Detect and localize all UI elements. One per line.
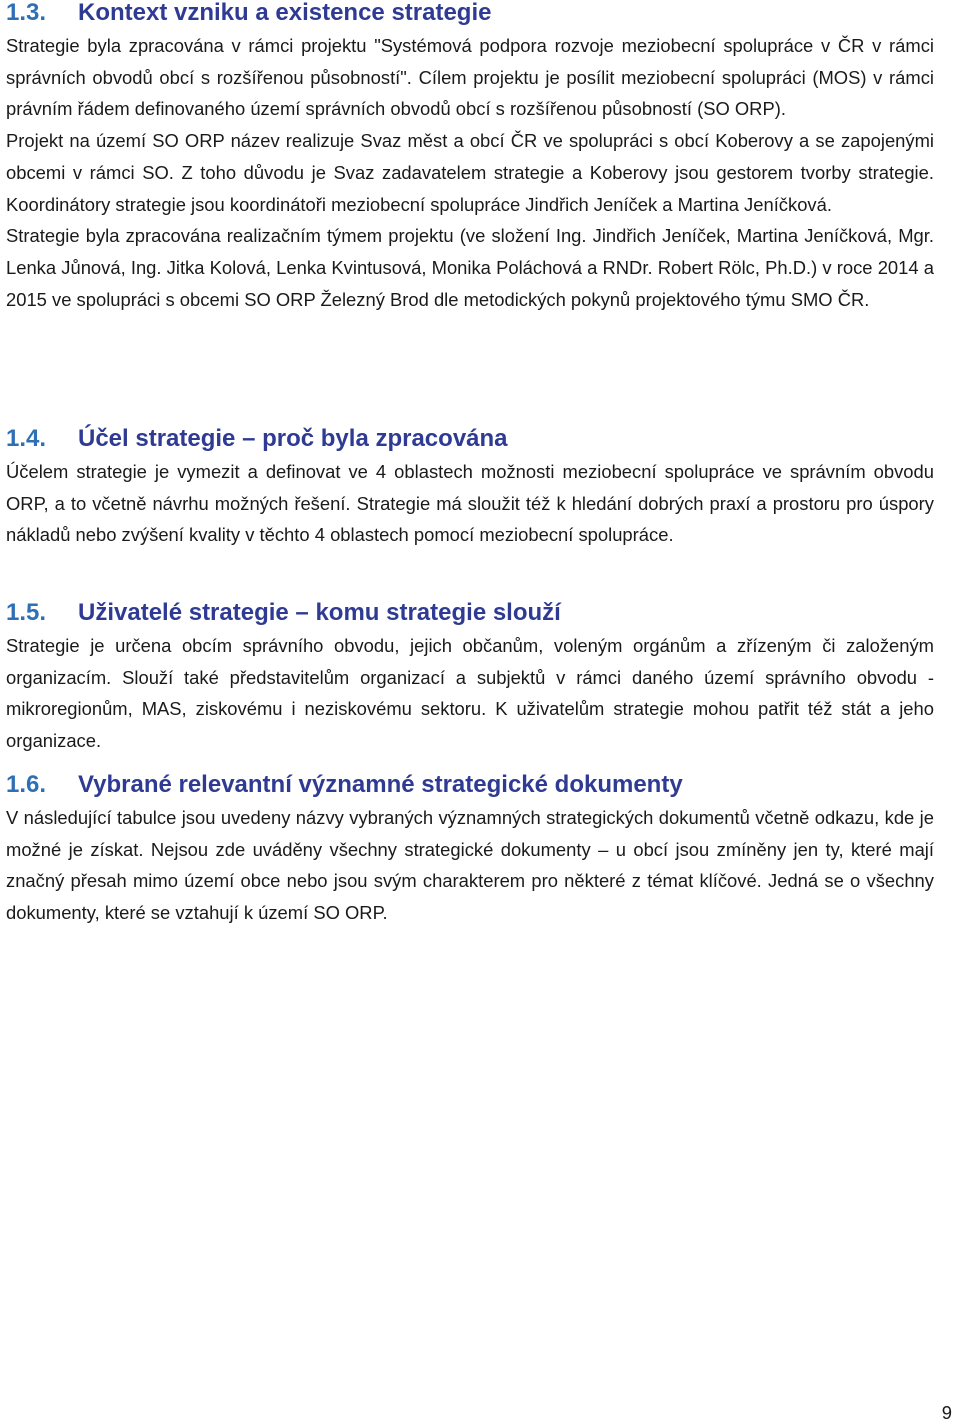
section-number: 1.4.	[6, 425, 47, 452]
section-title: Vybrané relevantní významné strategické dokumenty	[78, 771, 683, 798]
section-number: 1.3.	[6, 0, 47, 26]
section-title: Kontext vzniku a existence strategie	[78, 0, 492, 26]
section-heading	[6, 596, 934, 630]
section-1-5	[6, 596, 934, 757]
paragraph: Strategie je určena obcím správního obvodu, jejich občanům, voleným orgánům a zřízeným či založeným organizacím. Slouží také představitelům organizací a subjektů v rámci daného území správního obvodu - mikroregionům, MAS, ziskovému i neziskovému sektoru. K uživatelům strategie mohou patřit též stát a jeho organizace.	[6, 635, 934, 752]
paragraph: Strategie byla zpracována v rámci projektu "Systémová podpora rozvoje meziobecní spolupráce v ČR v rámci správních obvodů obcí s rozšířenou působností". Cílem projektu je posílit meziobecní spolupráci (MOS) v rámci právním řádem definovaného území správních obvodů obcí s rozšířenou působností (SO ORP).	[6, 35, 934, 120]
section-1-6	[6, 768, 934, 929]
section-number: 1.6.	[6, 771, 47, 798]
section-heading	[6, 0, 934, 30]
section-heading	[6, 768, 934, 802]
paragraph: Účelem strategie je vymezit a definovat ve 4 oblastech možnosti meziobecní spolupráce ve správním obvodu ORP, a to včetně návrhu možných řešení. Strategie má sloužit též k hledání dobrých praxí a prostoru pro úspory nákladů nebo zvýšení kvality v těchto 4 oblastech pomocí meziobecní spolupráce.	[6, 461, 934, 546]
page-number: 9	[941, 1402, 952, 1423]
paragraph: Projekt na území SO ORP název realizuje Svaz měst a obcí ČR ve spolupráci s obcí Koberovy a se zapojenými obcemi v rámci SO. Z toho důvodu je Svaz zadavatelem strategie a Koberovy jsou gestorem tvorby strategie. Koordinátory strategie jsou koordinátoři meziobecní spolupráce Jindřich Jeníček a Martina Jeníčková.	[6, 130, 934, 215]
paragraph: Strategie byla zpracována realizačním týmem projektu (ve složení Ing. Jindřich Jeníček, Martina Jeníčková, Mgr. Lenka Jůnová, Ing. Jitka Kolová, Lenka Kvintusová, Monika Poláchová a RNDr. Robert Rölc, Ph.D.) v roce 2014 a 2015 ve spolupráci s obcemi SO ORP Železný Brod dle metodických pokynů projektového týmu SMO ČR.	[6, 225, 934, 310]
section-title: Uživatelé strategie – komu strategie slouží	[78, 599, 561, 626]
section-title: Účel strategie – proč byla zpracována	[78, 425, 508, 452]
section-heading	[6, 422, 934, 456]
paragraph: V následující tabulce jsou uvedeny názvy vybraných významných strategických dokumentů včetně odkazu, kde je možné je získat. Nejsou zde uváděny všechny strategické dokumenty – u obcí jsou zmíněny jen ty, které mají značný přesah mimo území obce nebo jsou svým charakterem pro některé z témat klíčové. Jedná se o všechny dokumenty, které se vztahují k území SO ORP.	[6, 807, 934, 924]
section-1-4	[6, 422, 934, 551]
section-number: 1.5.	[6, 599, 47, 626]
section-1-3	[6, 0, 934, 315]
